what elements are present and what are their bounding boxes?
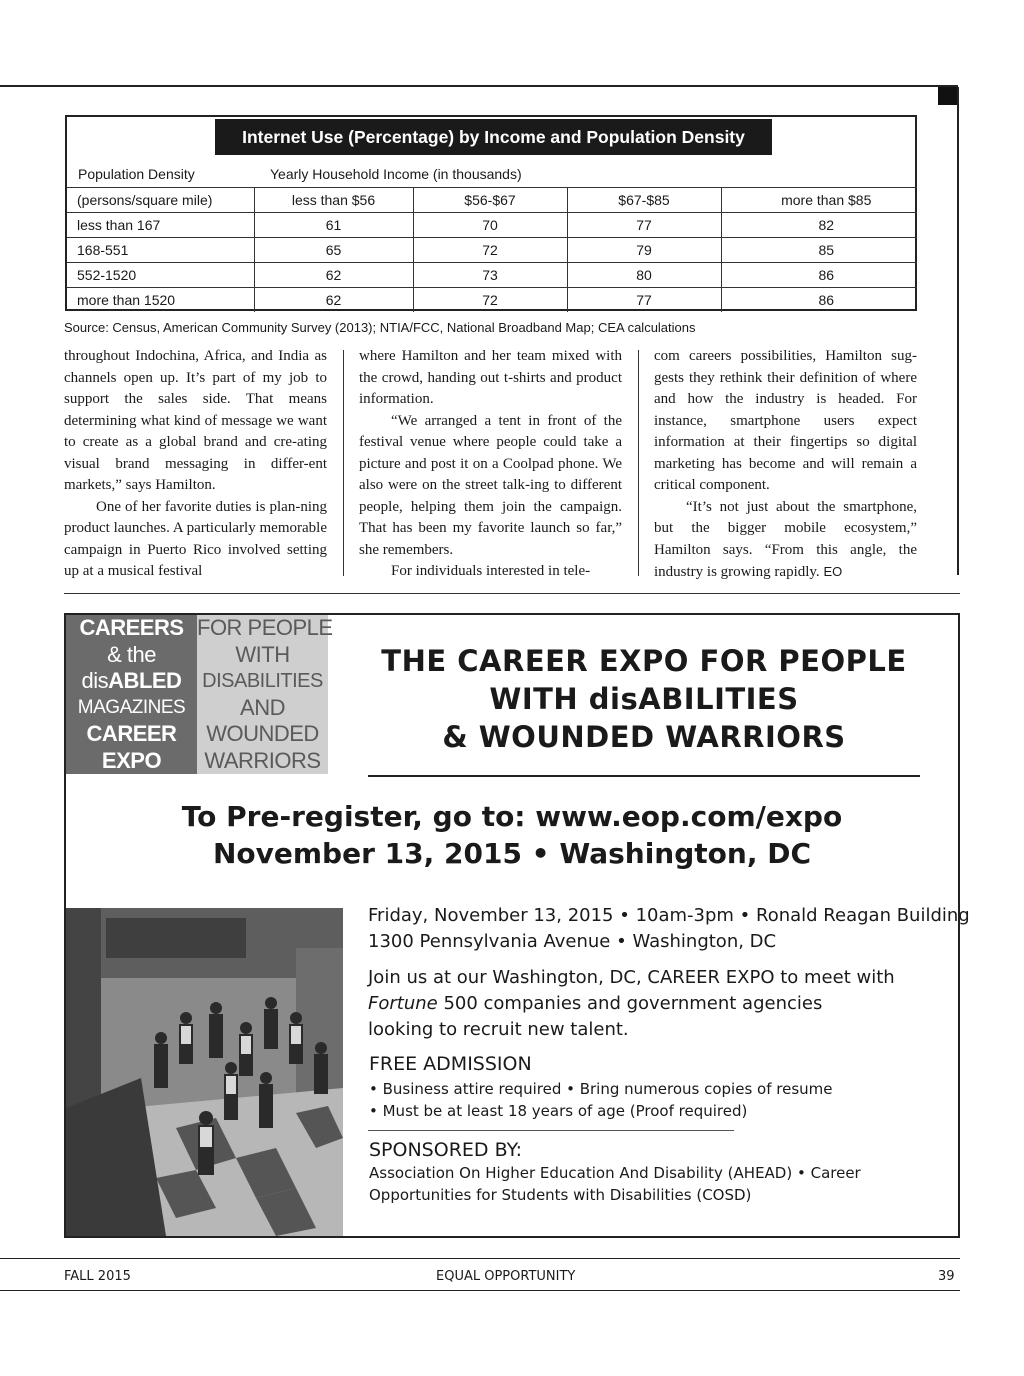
crowd-photo-illustration	[66, 908, 343, 1236]
column-header: more than $85	[721, 188, 917, 213]
table-cell: 86	[721, 263, 917, 288]
logo-text: CAREER	[86, 721, 177, 746]
headline-line: & WOUNDED WARRIORS	[442, 720, 846, 754]
table-header-row	[67, 188, 917, 213]
right-column-rule	[957, 87, 959, 575]
event-details	[368, 903, 970, 955]
logo-text: FOR PEOPLE	[197, 615, 333, 640]
row-label: 552-1520	[67, 263, 254, 288]
logo-text: DISABILITIES	[202, 670, 323, 692]
column-header: $56-$67	[413, 188, 567, 213]
column-divider	[343, 350, 344, 576]
table-cell: 62	[254, 288, 413, 313]
table-row	[67, 213, 917, 238]
column-header: $67-$85	[567, 188, 721, 213]
sponsored-by-heading: SPONSORED BY:	[369, 1139, 523, 1161]
ad-register-block	[120, 798, 904, 872]
article-paragraph: One of her favorite duties is plan-ning product launches. A particularly memorable campaign in Puerto Rico involved setting up at a musical festival	[64, 498, 327, 579]
footer-rule	[0, 1290, 960, 1291]
table-cell: 61	[254, 213, 413, 238]
internet-use-table	[67, 187, 917, 312]
table-row	[67, 263, 917, 288]
ad-rule	[368, 1130, 734, 1131]
table-cell: 62	[254, 263, 413, 288]
article-closing-text: “It’s not just about the smartphone, but the bigger mobile ecosystem,” Hamilton says. “From this angle, the industry is growing rapidly.	[654, 498, 917, 580]
table-cell: 65	[254, 238, 413, 263]
headline-line: WITH disABILITIES	[489, 682, 799, 716]
table-title: Internet Use (Percentage) by Income and Population Density	[215, 119, 772, 155]
article-paragraph: “We arranged a tent in front of the festival venue where people could take a picture and post it on a Coolpad phone. We also were on the street talk-ing to different people, helping them join the campaign. That has been my favorite launch so far,” she remembers.	[359, 412, 622, 558]
row-label-header-units: (persons/square mile)	[67, 188, 254, 213]
footer-rule	[0, 1258, 960, 1259]
end-mark: EO	[823, 564, 843, 579]
corner-mark	[938, 87, 958, 105]
table-cell: 77	[567, 288, 721, 313]
description-line: looking to recruit new talent.	[368, 1019, 629, 1040]
logo-right-panel	[197, 615, 333, 774]
event-address: 1300 Pennsylvania Avenue • Washington, DC	[368, 931, 777, 952]
table-row	[67, 238, 917, 263]
row-label: more than 1520	[67, 288, 254, 313]
admission-requirements	[369, 1079, 832, 1122]
logo-left-panel	[66, 615, 197, 774]
article-paragraph	[654, 497, 917, 584]
headline-line: THE CAREER EXPO FOR PEOPLE	[381, 644, 907, 678]
column-header: less than $56	[254, 188, 413, 213]
article-paragraph: where Hamilton and her team mixed with the crowd, handing out t-shirts and product information.	[359, 348, 622, 407]
article-column-1	[64, 346, 327, 583]
logo-text: CAREERS	[79, 615, 184, 640]
footer-season: FALL 2015	[64, 1269, 131, 1284]
table-cell: 86	[721, 288, 917, 313]
table-cell: 82	[721, 213, 917, 238]
sponsor-line: Opportunities for Students with Disabilities (COSD)	[369, 1185, 752, 1204]
table-cell: 72	[413, 288, 567, 313]
expo-crowd-photo	[66, 908, 343, 1236]
logo-text: WOUNDED	[206, 721, 319, 746]
section-rule	[64, 593, 960, 594]
requirement-line: • Business attire required • Bring numerous copies of resume	[369, 1080, 833, 1098]
table-cell: 85	[721, 238, 917, 263]
page-number: 39	[938, 1269, 955, 1284]
top-rule	[0, 85, 958, 87]
table-cell: 79	[567, 238, 721, 263]
column-divider	[638, 350, 639, 576]
table-cell: 73	[413, 263, 567, 288]
table-cell: 80	[567, 263, 721, 288]
article-paragraph: For individuals interested in tele-	[391, 563, 591, 579]
row-label-header: Population Density	[78, 166, 195, 182]
description-line-rest: 500 companies and government agencies	[437, 993, 823, 1014]
register-link-line[interactable]: To Pre-register, go to: www.eop.com/expo	[181, 800, 843, 833]
requirement-line: • Must be at least 18 years of age (Proof required)	[369, 1101, 748, 1120]
table-row	[67, 288, 917, 313]
fortune-text: Fortune	[368, 993, 438, 1014]
article-paragraph: throughout Indochina, Africa, and India as channels open up. It’s part of my job to support the sales side. That means determining what kind of message we want to create as a global brand and cre-ating visual brand messaging in differ-ent markets,” says Hamilton.	[64, 348, 327, 493]
row-label: less than 167	[67, 213, 254, 238]
logo-text: WITH	[235, 641, 290, 667]
logo-text: EXPO	[101, 747, 162, 773]
event-time-venue: Friday, November 13, 2015 • 10am-3pm • Ronald Reagan Building	[368, 905, 970, 926]
footer-magazine-name: EQUAL OPPORTUNITY	[436, 1269, 576, 1284]
income-header: Yearly Household Income (in thousands)	[270, 166, 522, 182]
article-paragraph: com careers possibilities, Hamilton sug-gests they rethink their definition of where and how the industry is headed. For instance, smartphone users expect information at their fingertips so digital marketing has become and will remain a critical component.	[654, 348, 917, 493]
table-source: Source: Census, American Community Survey (2013); NTIA/FCC, National Broadband Map; CEA calculations	[64, 320, 696, 335]
event-description	[368, 965, 895, 1043]
table-cell: 70	[413, 213, 567, 238]
logo-text: disABLED	[81, 668, 182, 693]
logo-text: MAGAZINES	[77, 696, 186, 718]
logo-text: WARRIORS	[204, 747, 321, 773]
table-cell: 72	[413, 238, 567, 263]
free-admission-heading: FREE ADMISSION	[369, 1053, 532, 1075]
ad-rule	[368, 775, 920, 777]
event-date-line: November 13, 2015 • Washington, DC	[212, 837, 812, 870]
description-line: Join us at our Washington, DC, CAREER EXPO to meet with	[368, 967, 895, 988]
logo-text: & the	[107, 641, 156, 667]
sponsor-list	[369, 1163, 861, 1206]
sponsor-line: Association On Higher Education And Disability (AHEAD) • Career	[369, 1164, 861, 1182]
article-column-3	[654, 346, 917, 584]
article-column-2	[359, 346, 622, 583]
description-line	[368, 991, 895, 1017]
ad-headline	[350, 642, 938, 756]
expo-logo	[66, 615, 333, 774]
row-label: 168-551	[67, 238, 254, 263]
table-cell: 77	[567, 213, 721, 238]
logo-text: AND	[240, 694, 285, 720]
